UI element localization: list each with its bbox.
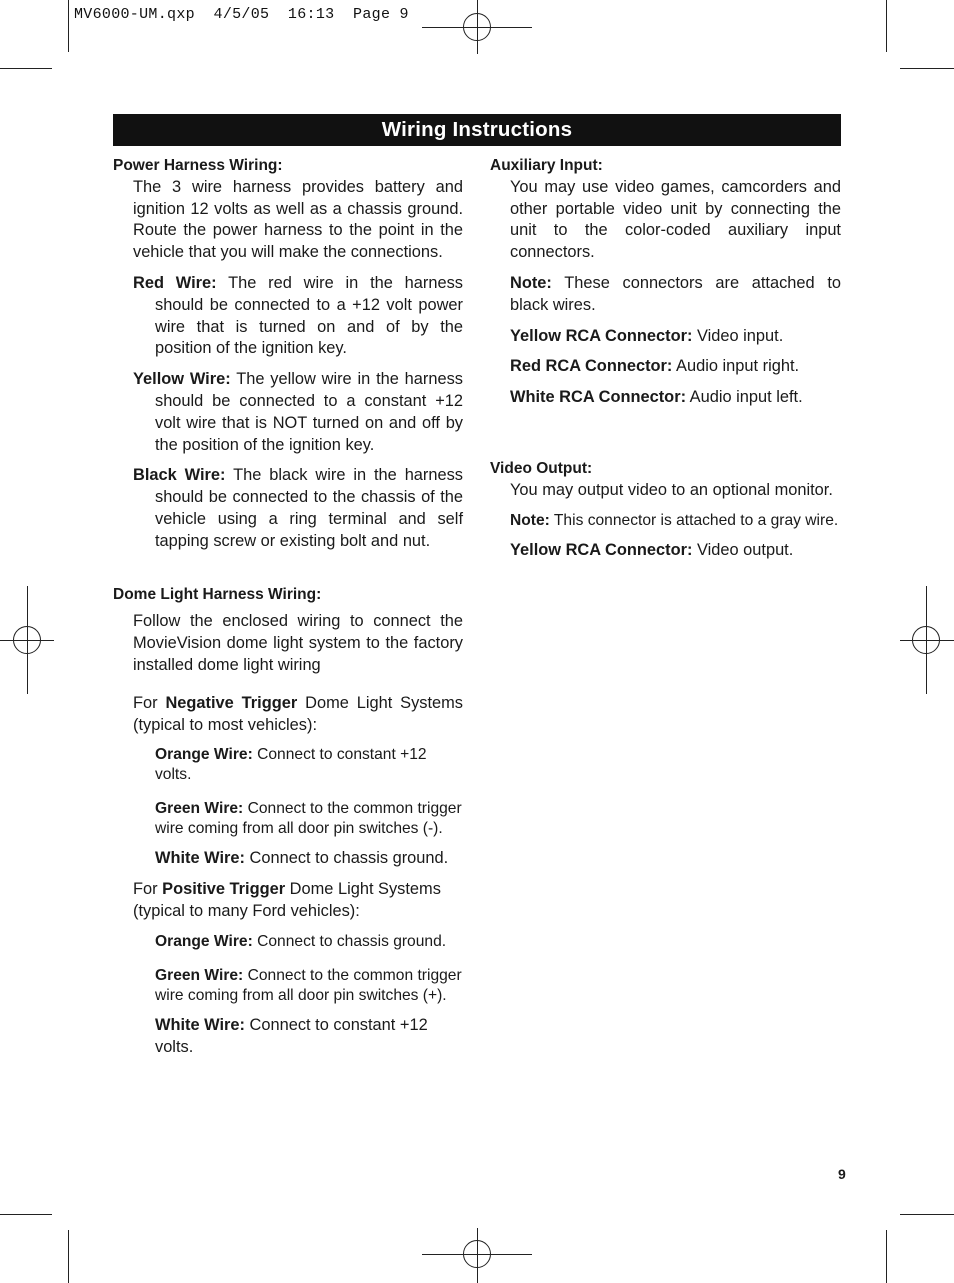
auxiliary-input-intro: You may use video games, camcorders and other portable video unit by connecting the unit to the color-coded auxiliary input connectors.	[510, 177, 841, 262]
pos-white-wire-item: White Wire: Connect to constant +12 volts.	[155, 1015, 428, 1056]
video-yellow-rca-item: Yellow RCA Connector: Video output.	[510, 540, 794, 559]
black-wire-item: Black Wire: The black wire in the harness should be connected to the chassis of the vehicle using a ring terminal and self tapping screw or existing bolt and nut.	[133, 466, 464, 550]
power-harness-heading: Power Harness Wiring:	[113, 157, 283, 174]
red-wire-item: Red Wire: The red wire in the harness should be connected to a +12 volt power wire that is turned on and of by the position of the ignition key.	[133, 273, 463, 358]
negative-trigger-label: Negative Trigger	[165, 693, 298, 712]
auxiliary-note: Note: These connectors are attached to black wires.	[510, 273, 841, 314]
video-output-heading: Video Output:	[490, 459, 593, 477]
page-number: 9	[838, 1166, 846, 1182]
video-output-note: Note: This connector is attached to a gray wire.	[510, 511, 839, 529]
aux-white-rca-item: White RCA Connector: Audio input left.	[510, 388, 803, 407]
auxiliary-input-heading: Auxiliary Input:	[490, 157, 603, 174]
aux-yellow-rca-item: Yellow RCA Connector: Video input.	[510, 326, 784, 345]
dome-light-heading: Dome Light Harness Wiring:	[113, 585, 322, 603]
neg-orange-wire-item: Orange Wire: Connect to constant +12 volts.	[155, 746, 427, 784]
neg-green-wire-item: Green Wire: Connect to the common trigger wire coming from all door pin switches (-).	[155, 800, 462, 838]
pos-orange-wire-item: Orange Wire: Connect to chassis ground.	[155, 932, 447, 950]
yellow-wire-label: Yellow Wire:	[133, 370, 231, 389]
print-slug: MV6000-UM.qxp 4/5/05 16:13 Page 9	[74, 6, 409, 23]
neg-white-wire-item: White Wire: Connect to chassis ground.	[155, 849, 449, 868]
left-column	[113, 155, 463, 1067]
positive-trigger-intro: For Positive Trigger Dome Light Systems (typical to many Ford vehicles):	[133, 880, 441, 920]
video-output-intro: You may output video to an optional monitor.	[510, 480, 833, 499]
power-harness-intro: The 3 wire harness provides battery and ignition 12 volts as well as a chassis ground. Route the power harness to the point in the vehicle that you will make the connections.	[133, 177, 463, 262]
yellow-wire-item: Yellow Wire: The yellow wire in the harness should be connected to a constant +12 volt wire that is NOT turned on and off by the position of the ignition key.	[133, 370, 463, 454]
red-wire-label: Red Wire:	[133, 273, 217, 292]
positive-trigger-label: Positive Trigger	[162, 880, 286, 899]
dome-light-intro: Follow the enclosed wiring to connect the MovieVision dome light system to the factory installed dome light wiring	[133, 612, 463, 674]
right-column	[490, 155, 841, 570]
aux-red-rca-item: Red RCA Connector: Audio input right.	[510, 357, 800, 376]
negative-trigger-intro: For Negative Trigger Dome Light Systems (typical to most vehicles):	[133, 693, 463, 734]
black-wire-label: Black Wire:	[133, 466, 226, 485]
pos-green-wire-item: Green Wire: Connect to the common trigger wire coming from all door pin switches (+).	[155, 966, 462, 1004]
section-title-banner: Wiring Instructions	[113, 114, 841, 146]
